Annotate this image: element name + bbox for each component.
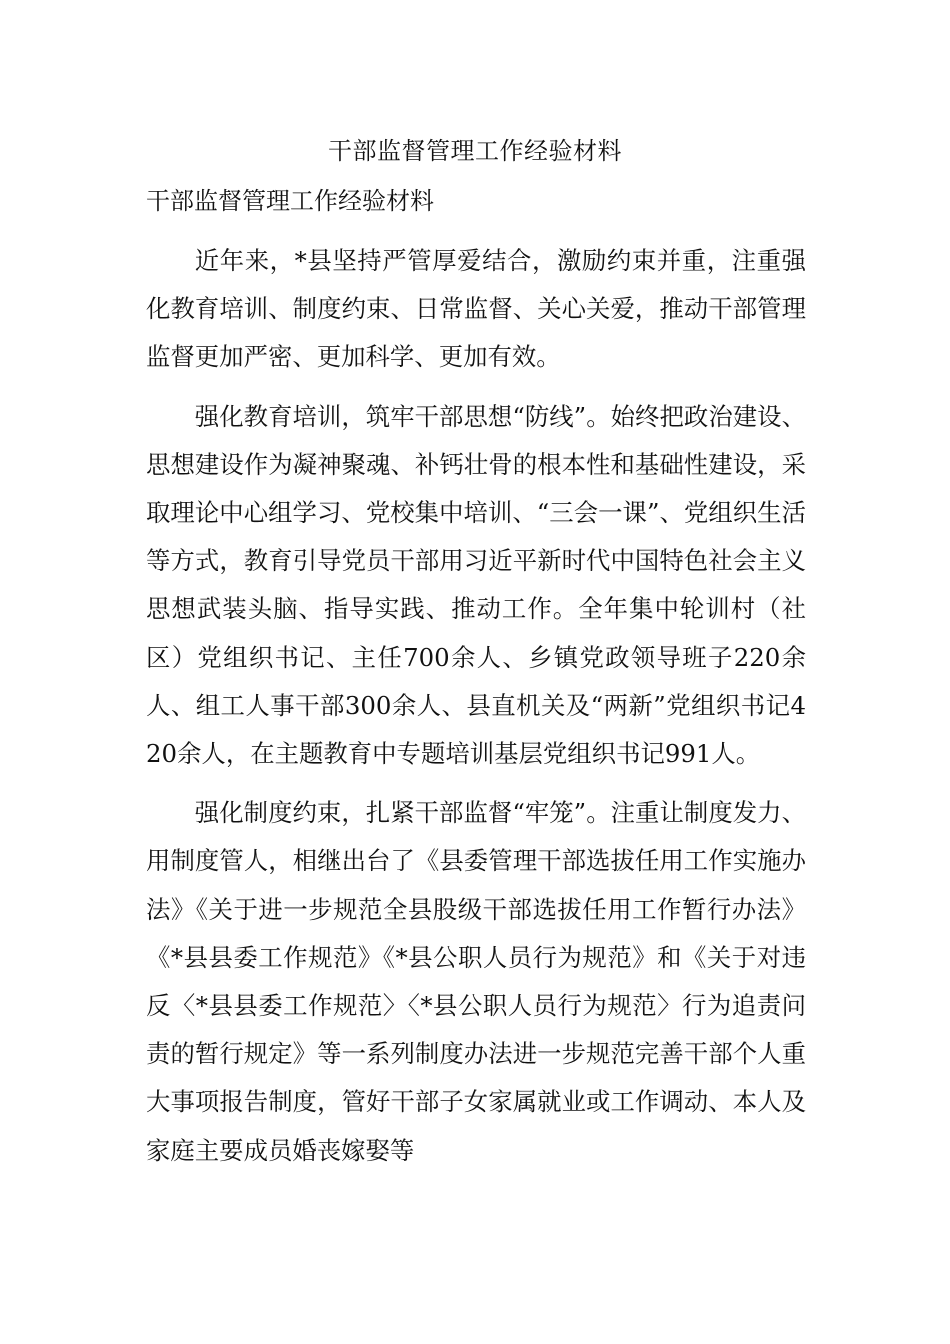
document-body [146,183,806,1175]
paragraph-institutional-constraints: 强化制度约束，扎紧干部监督“牢笼”。注重让制度发力、用制度管人，相继出台了《县委管理干部选拔任用工作实施办法》《关于进一步规范全县股级干部选拔任用工作暂行办法》《*县县委工作规范》《*县公职人员行为规范》和《关于对违反〈*县县委工作规范〉〈*县公职人员行为规范〉行为追责问责的暂行规定》等一系列制度办法进一步规范完善干部个人重大事项报告制度，管好干部子女家属就业或工作调动、本人及家庭主要成员婚丧嫁娶等 [146,798,806,1165]
document-subtitle: 干部监督管理工作经验材料 [146,187,434,215]
paragraph-education-training: 强化教育培训，筑牢干部思想“防线”。始终把政治建设、思想建设作为凝神聚魂、补钙壮骨的根本性和基础性建设，采取理论中心组学习、党校集中培训、“三会一课”、党组织生活等方式，教育引导党员干部用习近平新时代中国特色社会主义思想武装头脑、指导实践、推动工作。全年集中轮训村（社区）党组织书记、主任700余人、乡镇党政领导班子220余人、组工人事干部300余人、县直机关及“两新”党组织书记420余人，在主题教育中专题培训基层党组织书记991人。 [146,401,806,769]
paragraph-intro: 近年来，*县坚持严管厚爱结合，激励约束并重，注重强化教育培训、制度约束、日常监督、关心关爱，推动干部管理监督更加严密、更加科学、更加有效。 [146,246,806,372]
document-title: 干部监督管理工作经验材料 [328,137,622,165]
